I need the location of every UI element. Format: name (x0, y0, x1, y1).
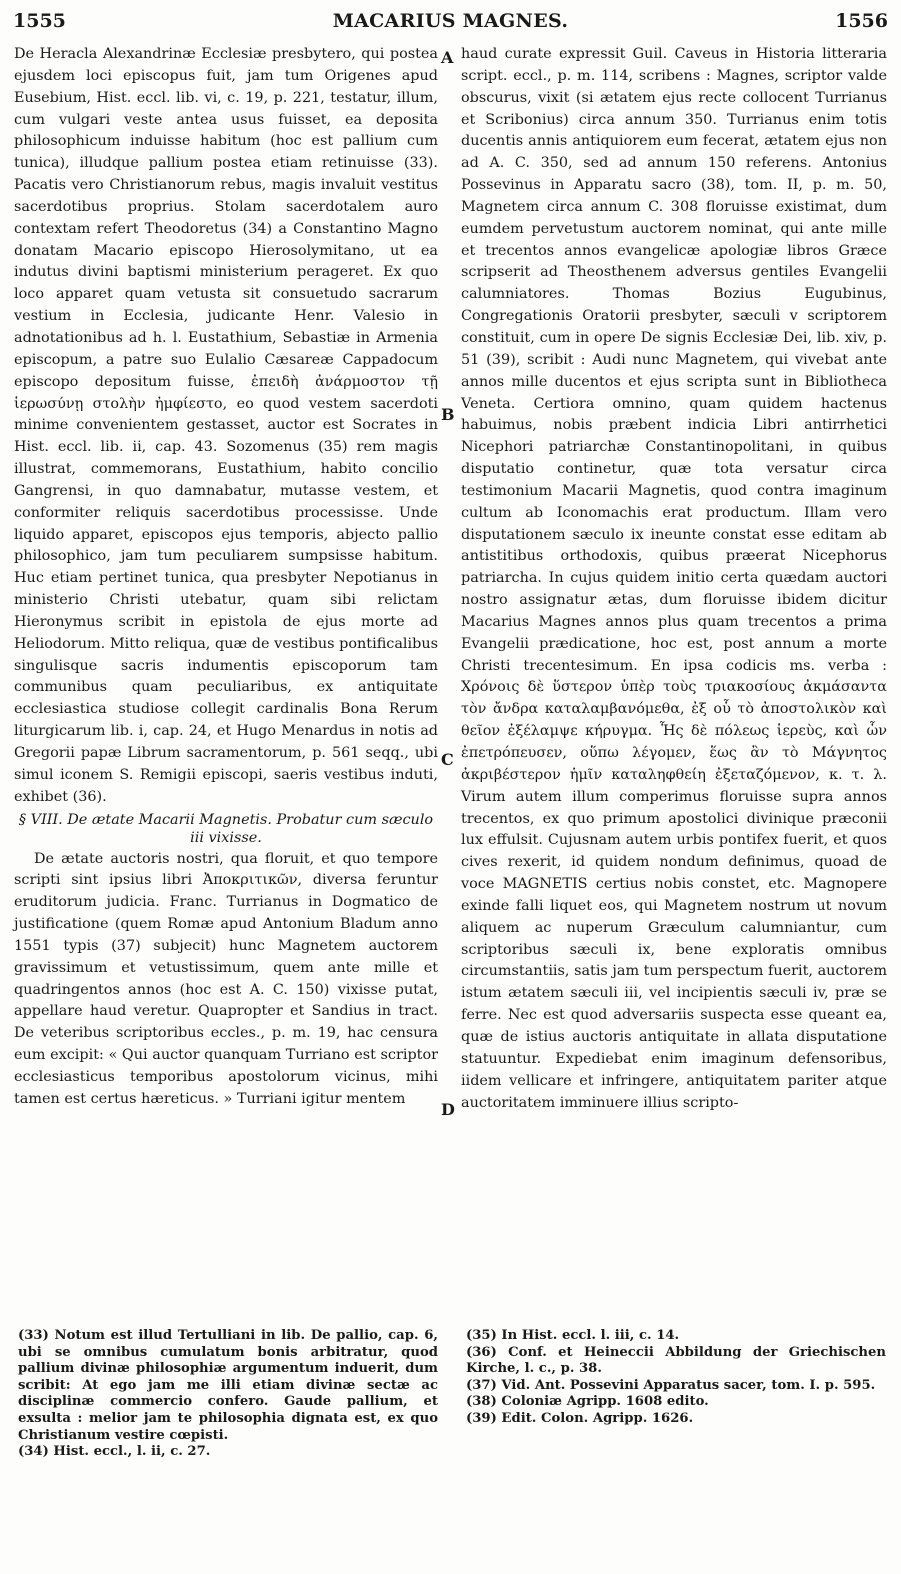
left-paragraph-1: De Heracla Alexandrinæ Ecclesiæ presbytero, qui postea ejusdem loci episcopus fuit, jam tum Origenes apud Eusebium, Hist. eccl. lib. vi, c. 19, p. 221, testatur, illum, cum vulgari veste antea usus fuisset, ea deposita philosophicum induisse habitum (hoc est pallium cum tunica), illudque pallium postea etiam retinuisse (33). Pacatis vero Christianorum rebus, magis invaluit vestitus sacerdotibus proprius. Stolam sacerdotalem auro contextam refert Theodoretus (34) a Constantino Magno donatam Macario episcopo Hierosolymitano, ut ea indutus divini baptismi ministerium perageret. Ex quo loco apparet quam vetusta sit consuetudo sacrarum vestium in Ecclesia, judicante Henr. Valesio in adnotationibus ad h. l. Eustathium, Sebastiæ in Armenia episcopum, a patre suo Eulalio Cæsareæ Cappadocum episcopo depositum fuisse, ἐπειδὴ ἀνάρμοστον τῇ ἱερωσύνῃ στολὴν ἠμφίεστο, eo quod vestem sacerdoti minime convenientem gestasset, auctor est Socrates in Hist. eccl. lib. ii, cap. 43. Sozomenus (35) rem magis illustrat, commemorans, Eustathium, habito concilio Gangrensi, in quo damnabatur, mutasse vestem, et conformiter reliquis sacerdotibus processisse. Unde liquido apparet, episcopos ejus temporis, abjecto pallio philosophico, jam tum peculiarem sumpsisse habitum. Huc etiam pertinet tunica, qua presbyter Nepotianus in ministerio Christi utebatur, quam sibi relictam Hieronymus scribit in epistola de ejus morte ad Heliodorum. Mitto reliqua, quæ de vestibus pontificalibus singulisque sacris indumentis episcoporum tam communibus quam peculiaribus, ex antiquitate ecclesiastica studiose collegit cardinalis Bona Rerum liturgicarum lib. i, cap. 24, et Hugo Menardus in notis ad Gregorii papæ Librum sacramentorum, p. 561 seqq., ubi simul iconem S. Remigii episcopi, saeris vestibus induti, exhibet (36). (14, 46, 438, 805)
footnote-36: (36) Conf. et Heineccii Abbildung der Griechischen Kirche, l. c., p. 38. (466, 1344, 886, 1377)
margin-marker-a: A (441, 48, 454, 67)
footnote-39: (39) Edit. Colon. Agripp. 1626. (466, 1410, 694, 1426)
margin-marker-b: B (441, 405, 455, 424)
section-heading: § VIII. De ætate Macarii Magnetis. Probatur cum sæculo iii vixisse. (18, 811, 434, 846)
right-paragraph-1: haud curate expressit Guil. Caveus in Historia litteraria script. eccl., p. m. 114, scribens : Magnes, scriptor valde obscurus, vixit (si ætatem ejus recte collocent Turrianus et Scribonius) circa annum 350. Turrianus enim totis ducentis annis antiquiorem eum fecerat, ætatem ejus non ad A. C. 350, sed ad annum 150 referens. Antonius Possevinus in Apparatu sacro (38), tom. II, p. m. 50, Magnetem circa annum C. 308 floruisse existimat, dum eumdem pervetustum auctorem nominat, qui ante mille et trecentos annos evangelicæ apologiæ libros Græce scripserit ad Theosthenem adversus gentiles Evangelii calumniatores. Thomas Bozius Eugubinus, Congregationis Oratorii presbyter, sæculi v scriptorem constituit, cum in opere De signis Ecclesiæ Dei, lib. xiv, p. 51 (39), scribit : Audi nunc Magnetem, qui vivebat ante annos mille ducentos et ejus scripta sunt in Bibliotheca Veneta. Certiora omnino, quam quidem hactenus habuimus, nobis præbent indicia Libri antirrhetici Nicephori patriarchæ Constantinopolitani, in quibus disputatio continetur, quæ tota versatur circa testimonium Macarii Magnetis, quod contra imaginum cultum ab Iconomachis erat productum. Illam vero disputationem sæculo ix ineunte constat esse editam ab antistitibus orthodoxis, quibus præerat Nicephorus patriarcha. In cujus quidem initio certa quædam auctori nostro assignatur ætas, dum floruisse ibidem dicitur Macarius Magnes annos plus quam trecentos a prima Evangelii prædicatione, hoc est, post annum a morte Christi trecentesimum. En ipsa codicis ms. verba : Χρόνοις δὲ ὕστερον ὑπὲρ τοὺς τριακοσίους ἀκμάσαντα τὸν ἄνδρα καταλαμβανόμεθα, ἐξ οὗ τὸ ἀποστολικὸν καὶ θεῖον ἐξέλαμψε κήρυγμα. Ἧς δὲ πόλεως ἱερεὺς, καὶ ὧν ἐπετρόπευσεν, οὕπω λέγομεν, ἕως ἂν τὸ Μάγνητος ἀκριβέστερον ἡμῖν καταληφθείη ἐξεταζόμενον, κ. τ. λ. Virum autem illum comperimus floruisse supra annos trecentos, ex quo primum apostolici divinique præconii lux effulsit. Cujusnam autem urbis pontifex fuerit, et quos cives rexerit, id quidem nondum definimus, quoad de voce MAGNETIS certius nobis constet, etc. Magnopere exinde falli liquet eos, qui Magnetem nostrum ut novum aliquem ac nuperum Græculum calumniantur, cum scriptoribus sæculi ix, bene exploratis omnibus circumstantiis, satis jam tum perspectum fuerit, auctorem istum ætatem sæculi iii, vel incipientis sæculi iv, præ se ferre. Nec est quod adversariis suspecta esse queant ea, quæ de istius auctoris antiquitate in allata disputatione statuuntur. Expediebat enim imaginum defensoribus, iidem vellicare et infringere, antiquitatem pariter atque auctoritatem imminuere illius scripto- (461, 46, 887, 1111)
footnotes-right (466, 1328, 886, 1428)
page-number-left: 1555 (13, 10, 66, 32)
margin-marker-d: D (441, 1100, 455, 1119)
footnote-38: (38) Coloniæ Agripp. 1608 edito. (466, 1394, 709, 1410)
margin-marker-c: C (441, 750, 454, 769)
left-column (14, 44, 438, 1111)
footnote-33: (33) Notum est illud Tertulliani in lib. De pallio, cap. 6, ubi se omnibus cumulatum bonis arbitratur, quod pallium divinæ philosophiæ argumentum induerit, dum scribit: At ego jam me illi etiam divinæ sectæ ac disciplinæ commercio confero. Gaude pallium, et exsulta : melior jam te philosophia dignata est, ex quo Christianum vestire cœpisti. (18, 1328, 438, 1443)
footnote-34: (34) Hist. eccl., l. ii, c. 27. (18, 1444, 211, 1460)
footnote-35: (35) In Hist. eccl. l. iii, c. 14. (466, 1328, 680, 1343)
left-paragraph-2: De ætate auctoris nostri, qua floruit, et quo tempore scripti sint ipsius libri Ἀποκριτικῶν, diversa feruntur eruditorum judicia. Franc. Turrianus in Dogmatico de justificatione (quem Romæ apud Antonium Bladum anno 1551 typis (37) subjecit) hunc Magnetem auctorem gravissimum et vetustissimum, quem ante mille et quadringentos annos (hoc est A. C. 150) vixisse putat, appellare haud veretur. Quapropter et Sandius in tract. De veteribus scriptoribus eccles., p. m. 19, hac censura eum excipit: « Qui auctor quanquam Turriano est scriptor ecclesiasticus temporibus apostolorum vicinus, mihi tamen est certus hæreticus. » Turriani igitur mentem (14, 850, 438, 1107)
running-title: MACARIUS MAGNES. (332, 10, 569, 32)
margin-markers (438, 0, 461, 1574)
footnotes-left (18, 1328, 438, 1461)
right-column (461, 44, 887, 1114)
page-number-right: 1556 (835, 10, 888, 32)
footnote-37: (37) Vid. Ant. Possevini Apparatus sacer, tom. I. p. 595. (466, 1377, 876, 1393)
